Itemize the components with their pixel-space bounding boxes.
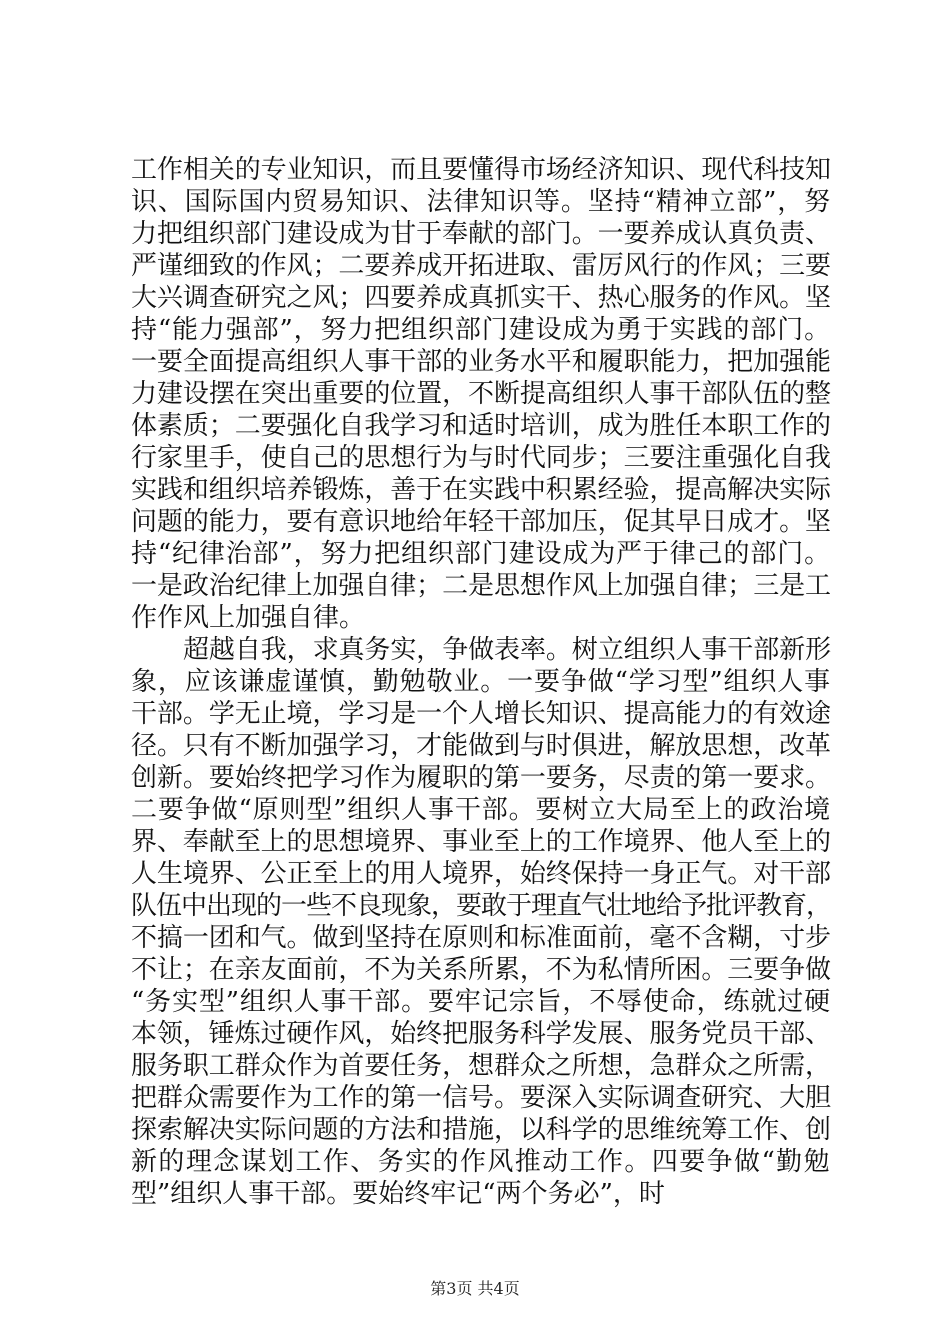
text-line: 新的理念谋划工作、务实的作风推动工作。四要争做“勤勉 (131, 1147, 831, 1177)
text-line: 干部。学无止境，学习是一个人增长知识、提高能力的有效途 (131, 699, 831, 729)
body-text (131, 154, 831, 1210)
text-line: 超越自我，求真务实，争做表率。树立组织人事干部新形 (183, 635, 831, 665)
text-line: 人生境界、公正至上的用人境界，始终保持一身正气。对干部 (131, 859, 831, 889)
text-line: 本领，锤炼过硬作风，始终把服务科学发展、服务党员干部、 (131, 1019, 831, 1049)
text-line: 力建设摆在突出重要的位置，不断提高组织人事干部队伍的整 (131, 379, 831, 409)
text-line: 实践和组织培养锻炼，善于在实践中积累经验，提高解决实际 (131, 475, 831, 505)
text-line: 象，应该谦虚谨慎，勤勉敬业。一要争做“学习型”组织人事 (131, 667, 831, 697)
text-line: 持“纪律治部”，努力把组织部门建设成为严于律己的部门。 (131, 539, 831, 569)
text-line: 识、国际国内贸易知识、法律知识等。坚持“精神立部”，努 (131, 187, 831, 217)
text-line: 界、奉献至上的思想境界、事业至上的工作境界、他人至上的 (131, 827, 831, 857)
text-line: 不搞一团和气。做到坚持在原则和标准面前，毫不含糊，寸步 (131, 923, 831, 953)
page-footer: 第3页 共4页 (430, 1279, 520, 1298)
text-line: 二要争做“原则型”组织人事干部。要树立大局至上的政治境 (131, 795, 831, 825)
text-line: 行家里手，使自己的思想行为与时代同步；三要注重强化自我 (131, 443, 831, 473)
text-line: 一是政治纪律上加强自律；二是思想作风上加强自律；三是工 (131, 571, 831, 601)
text-line: 作作风上加强自律。 (131, 603, 366, 633)
text-line: 大兴调查研究之风；四要养成真抓实干、热心服务的作风。坚 (131, 283, 831, 313)
text-line: 服务职工群众作为首要任务，想群众之所想，急群众之所需， (131, 1051, 831, 1081)
text-line: 工作相关的专业知识，而且要懂得市场经济知识、现代科技知 (131, 155, 831, 185)
text-line: 探索解决实际问题的方法和措施，以科学的思维统筹工作、创 (131, 1115, 831, 1145)
text-line: 把群众需要作为工作的第一信号。要深入实际调查研究、大胆 (131, 1083, 831, 1113)
text-line: 严谨细致的作风；二要养成开拓进取、雷厉风行的作风；三要 (131, 251, 831, 281)
text-line: 问题的能力，要有意识地给年轻干部加压，促其早日成才。坚 (131, 507, 831, 537)
text-line: 体素质；二要强化自我学习和适时培训，成为胜任本职工作的 (131, 411, 831, 441)
text-line: 一要全面提高组织人事干部的业务水平和履职能力，把加强能 (131, 347, 831, 377)
text-line: 径。只有不断加强学习，才能做到与时俱进，解放思想，改革 (131, 731, 831, 761)
text-line: 持“能力强部”，努力把组织部门建设成为勇于实践的部门。 (131, 315, 831, 345)
text-line: 队伍中出现的一些不良现象，要敢于理直气壮地给予批评教育， (131, 891, 831, 921)
text-line: 力把组织部门建设成为甘于奉献的部门。一要养成认真负责、 (131, 219, 831, 249)
text-line: 不让；在亲友面前，不为关系所累，不为私情所困。三要争做 (131, 955, 831, 985)
text-line: 创新。要始终把学习作为履职的第一要务，尽责的第一要求。 (131, 763, 831, 793)
text-line: 型”组织人事干部。要始终牢记“两个务必”，时 (131, 1179, 665, 1209)
text-line: “务实型”组织人事干部。要牢记宗旨，不辱使命，练就过硬 (131, 987, 831, 1017)
